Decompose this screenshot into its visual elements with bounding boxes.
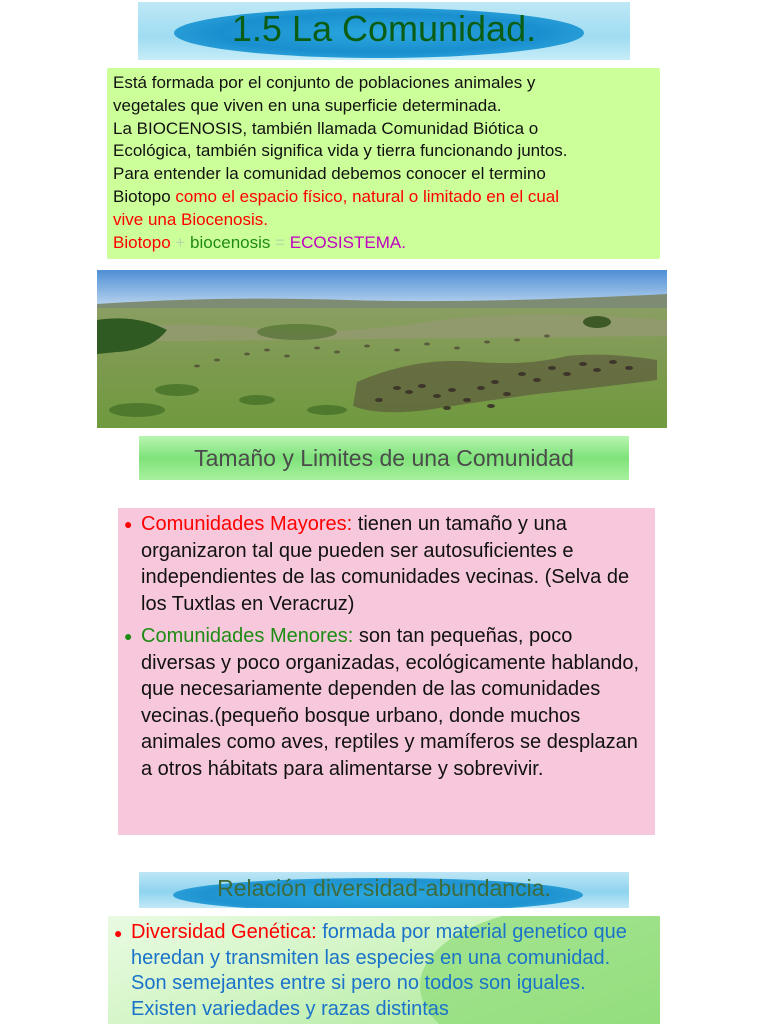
community-types-box	[118, 508, 655, 835]
biotopo-definition-text-2: vive una Biocenosis.	[113, 209, 268, 229]
intro-line: Está formada por el conjunto de poblaciones animales y	[113, 73, 536, 92]
list-item	[114, 920, 650, 1022]
page-title: 1.5 La Comunidad.	[231, 8, 537, 49]
list-item	[124, 623, 645, 782]
savanna-illustration	[97, 270, 667, 428]
section-heading-diversity	[139, 872, 629, 908]
biotopo-definition-text: como el espacio físico, natural o limitado en el cual	[175, 186, 560, 206]
biotopo-term: Biotopo	[113, 186, 176, 206]
intro-line: La BIOCENOSIS, también llamada Comunidad Biótica o	[113, 118, 539, 138]
biotopo-definition	[113, 186, 654, 209]
bullet-icon: ●	[124, 628, 133, 644]
equation-ecosistema: ECOSISTEMA.	[289, 232, 406, 252]
list-item	[124, 511, 645, 617]
list-item-text: son tan pequeñas, poco diversas y poco organizadas, ecológicamente hablando, que necesariamente dependen de las comunidades vecinas.(pequeño bosque urbano, donde muchos animales como aves, reptiles y mamíferos se desplazan a otros hábitats para alimentarse y sobrevivir.	[141, 625, 640, 780]
genetic-diversity-box	[108, 916, 660, 1024]
list-item-text: formada por material genetico que heredan y transmiten las especies en una comunidad. Son semejantes entre si pero no todos son iguales. Existen variedades y razas distintas	[131, 921, 627, 1020]
list-item-label: Comunidades Mayores:	[141, 513, 353, 535]
intro-line: vegetales que viven en una superficie determinada.	[113, 95, 502, 115]
list-item-label: Diversidad Genética:	[131, 921, 317, 943]
list-item-text: tienen un tamaño y una organizaron tal que pueden ser autosuficientes e independientes de las comunidades vecinas. (Selva de los Tuxtlas en Veracruz)	[141, 513, 630, 615]
intro-box	[107, 68, 660, 259]
bullet-icon: ●	[124, 516, 133, 532]
section-heading-size-limits: Tamaño y Limites de una Comunidad	[139, 436, 629, 480]
equation-biotopo: Biotopo	[113, 232, 171, 252]
intro-line: Ecológica, también significa vida y tierra funcionando juntos.	[113, 141, 568, 161]
list-item-body	[141, 511, 645, 617]
equation-plus: +	[170, 232, 191, 252]
list-item-body	[131, 920, 650, 1022]
bullet-icon: ●	[114, 925, 123, 941]
list-item-body	[141, 623, 645, 782]
list-item-label: Comunidades Menores:	[141, 625, 354, 647]
equation-equals: =	[270, 232, 290, 252]
intro-line: Para entender la comunidad debemos conocer el termino	[113, 164, 546, 184]
section-heading-text: Relación diversidad-abundancia.	[217, 875, 551, 901]
title-banner	[138, 2, 630, 60]
savanna-herd-photo	[97, 270, 667, 428]
ecosystem-equation	[113, 232, 654, 255]
equation-biocenosis: biocenosis	[190, 232, 271, 252]
